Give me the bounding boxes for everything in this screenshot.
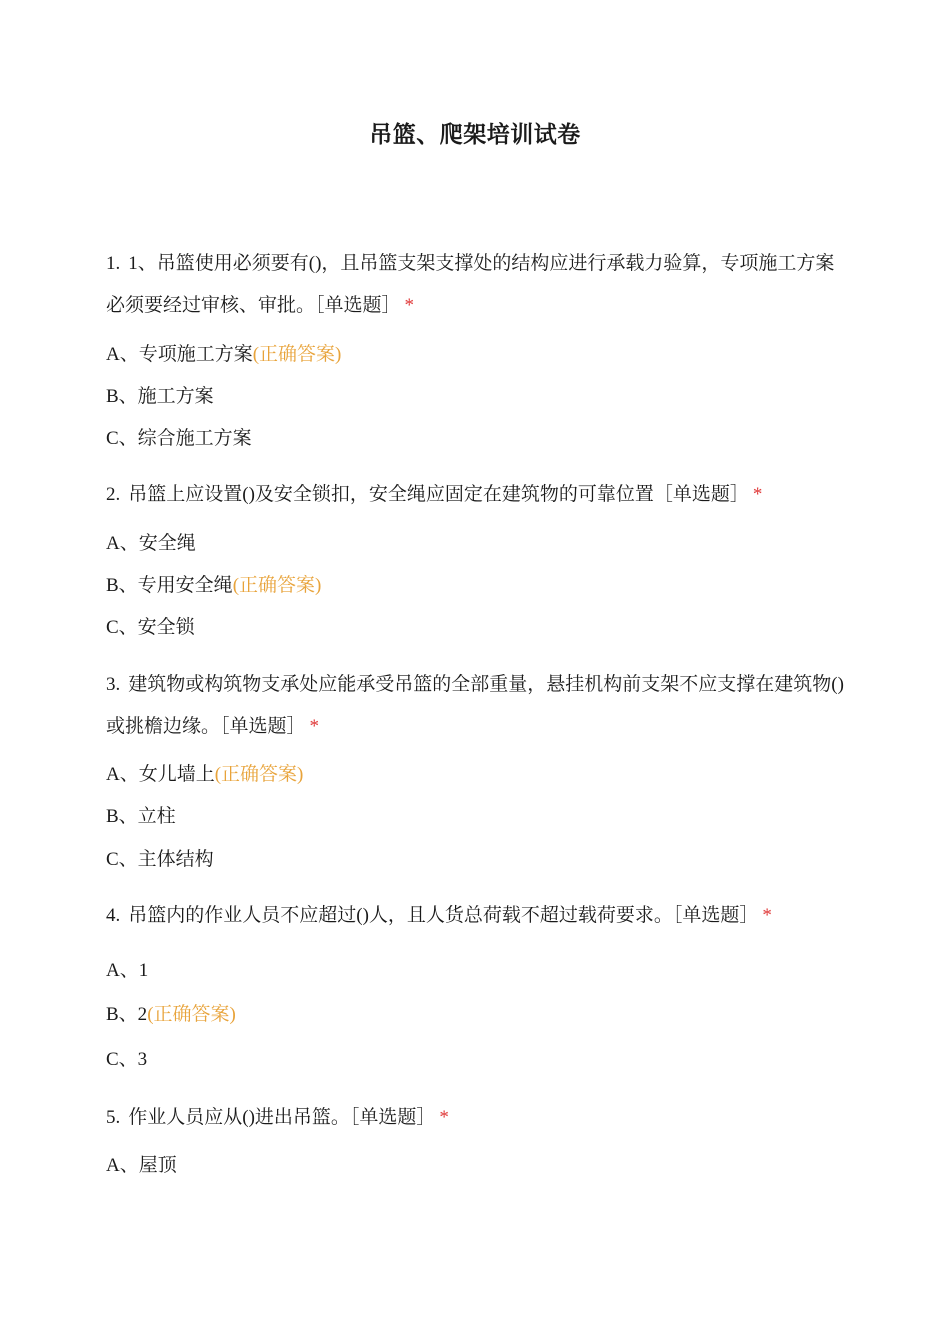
question-text: 1、吊篮使用必须要有()，且吊篮支架支撑处的结构应进行承载力验算，专项施工方案必须要经过审核、审批。［单选题］: [106, 253, 835, 316]
option-2a[interactable]: [106, 530, 848, 558]
question-text: 建筑物或构筑物支承处应能承受吊篮的全部重量，悬挂机构前支架不应支撑在建筑物()或挑檐边缘。［单选题］: [106, 674, 844, 737]
required-mark: *: [439, 1107, 449, 1128]
option-4c[interactable]: [106, 1046, 848, 1074]
required-mark: *: [309, 716, 320, 737]
option-1c[interactable]: [106, 425, 848, 453]
option-1a[interactable]: [106, 341, 848, 369]
option-3a[interactable]: [106, 761, 848, 789]
correct-answer-tag: (正确答案): [252, 344, 342, 365]
option-label: C、3: [106, 1049, 148, 1070]
question-text: 吊篮上应设置()及安全锁扣，安全绳应固定在建筑物的可靠位置［单选题］: [128, 484, 749, 505]
option-label: C、主体结构: [106, 849, 214, 870]
required-mark: *: [752, 484, 763, 505]
correct-answer-tag: (正确答案): [147, 1004, 236, 1025]
option-label: A、女儿墙上: [106, 764, 215, 785]
option-label: B、2: [106, 1004, 148, 1025]
question-number: 4.: [106, 905, 121, 926]
question-4: [106, 895, 848, 937]
question-text: 作业人员应从()进出吊篮。［单选题］: [128, 1107, 436, 1128]
option-label: A、安全绳: [106, 533, 196, 554]
question-number: 2.: [106, 484, 121, 505]
option-label: B、专用安全绳: [106, 575, 233, 596]
option-label: A、屋顶: [106, 1155, 177, 1176]
page-title: 吊篮、爬架培训试卷: [369, 122, 581, 148]
correct-answer-tag: (正确答案): [214, 764, 304, 785]
question-5: [106, 1097, 848, 1139]
question-2: [106, 474, 848, 516]
question-number: 5.: [106, 1107, 121, 1128]
question-text: 吊篮内的作业人员不应超过()人，且人货总荷载不超过载荷要求。［单选题］: [128, 905, 759, 926]
required-mark: *: [762, 905, 772, 926]
required-mark: *: [404, 295, 415, 316]
question-3: [106, 664, 848, 748]
option-5a[interactable]: [106, 1152, 848, 1180]
question-number: 3.: [106, 674, 121, 695]
option-3b[interactable]: [106, 803, 848, 831]
option-4a[interactable]: [106, 957, 848, 985]
option-3c[interactable]: [106, 846, 848, 874]
option-label: B、立柱: [106, 806, 176, 827]
option-label: B、施工方案: [106, 386, 214, 407]
option-label: C、综合施工方案: [106, 428, 252, 449]
question-number: 1.: [106, 253, 121, 274]
option-4b[interactable]: [106, 1001, 848, 1029]
option-2c[interactable]: [106, 614, 848, 642]
option-label: A、专项施工方案: [106, 344, 253, 365]
option-label: C、安全锁: [106, 617, 195, 638]
option-label: A、1: [106, 960, 149, 981]
option-2b[interactable]: [106, 572, 848, 600]
correct-answer-tag: (正确答案): [232, 575, 322, 596]
option-1b[interactable]: [106, 383, 848, 411]
question-1: [106, 243, 848, 327]
